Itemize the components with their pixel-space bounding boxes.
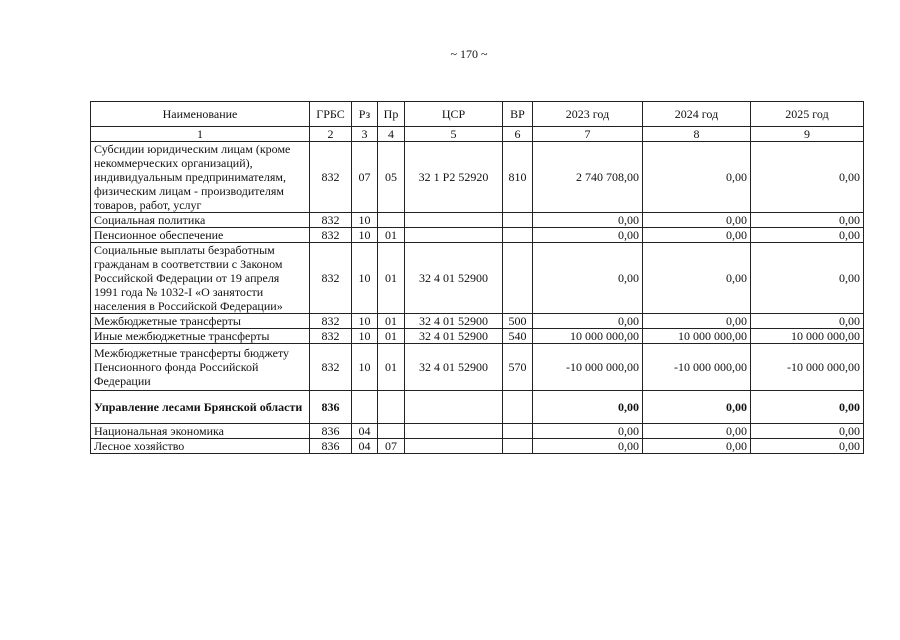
- cell-name: Иные межбюджетные трансферты: [91, 329, 310, 344]
- cell-vr: 500: [503, 314, 533, 329]
- cell-2023: 10 000 000,00: [533, 329, 643, 344]
- table-row: [91, 228, 864, 243]
- header-cell: ВР: [503, 102, 533, 127]
- cell-2025: 0,00: [751, 228, 864, 243]
- cell-2023: 0,00: [533, 314, 643, 329]
- table-row: [91, 424, 864, 439]
- cell-2024: 0,00: [643, 142, 751, 213]
- column-number: 2: [310, 127, 352, 142]
- header-cell: ГРБС: [310, 102, 352, 127]
- cell-grbs: 836: [310, 424, 352, 439]
- cell-rz: 04: [352, 424, 378, 439]
- cell-name: Межбюджетные трансферты бюджету Пенсионного фонда Российской Федерации: [91, 344, 310, 391]
- cell-name: Межбюджетные трансферты: [91, 314, 310, 329]
- page-number: ~ 170 ~: [450, 47, 488, 61]
- cell-pr: [378, 424, 405, 439]
- table-row: [91, 439, 864, 454]
- cell-grbs: 832: [310, 329, 352, 344]
- cell-2024: -10 000 000,00: [643, 344, 751, 391]
- cell-pr: 01: [378, 329, 405, 344]
- table-row: [91, 243, 864, 314]
- cell-grbs: 832: [310, 142, 352, 213]
- cell-2024: 0,00: [643, 228, 751, 243]
- budget-table: [90, 101, 864, 454]
- cell-2024: 0,00: [643, 391, 751, 424]
- cell-2023: 0,00: [533, 424, 643, 439]
- cell-pr: 01: [378, 344, 405, 391]
- header-cell: Пр: [378, 102, 405, 127]
- cell-name: Социальная политика: [91, 213, 310, 228]
- cell-grbs: 836: [310, 439, 352, 454]
- cell-pr: [378, 391, 405, 424]
- cell-2025: 0,00: [751, 424, 864, 439]
- cell-pr: 05: [378, 142, 405, 213]
- cell-2025: 0,00: [751, 314, 864, 329]
- cell-grbs: 832: [310, 314, 352, 329]
- column-number: 1: [91, 127, 310, 142]
- column-number: 3: [352, 127, 378, 142]
- cell-rz: 07: [352, 142, 378, 213]
- header-cell: 2024 год: [643, 102, 751, 127]
- cell-grbs: 836: [310, 391, 352, 424]
- cell-vr: [503, 213, 533, 228]
- cell-2023: 0,00: [533, 228, 643, 243]
- cell-rz: [352, 391, 378, 424]
- cell-rz: 10: [352, 213, 378, 228]
- table-row: [91, 314, 864, 329]
- cell-vr: 570: [503, 344, 533, 391]
- cell-2024: 0,00: [643, 439, 751, 454]
- cell-rz: 10: [352, 329, 378, 344]
- cell-2025: 0,00: [751, 213, 864, 228]
- cell-grbs: 832: [310, 228, 352, 243]
- cell-2023: 0,00: [533, 391, 643, 424]
- cell-name: Лесное хозяйство: [91, 439, 310, 454]
- cell-grbs: 832: [310, 243, 352, 314]
- header-cell: 2025 год: [751, 102, 864, 127]
- cell-2025: 0,00: [751, 439, 864, 454]
- cell-2024: 10 000 000,00: [643, 329, 751, 344]
- cell-pr: [378, 213, 405, 228]
- cell-2025: 0,00: [751, 142, 864, 213]
- cell-2025: 0,00: [751, 243, 864, 314]
- cell-csr: [405, 439, 503, 454]
- cell-name: Субсидии юридическим лицам (кроме некоммерческих организаций), индивидуальным предпринимателям, физическим лицам - производителям товаров, работ, услуг: [91, 142, 310, 213]
- header-cell: ЦСР: [405, 102, 503, 127]
- header-cell: Наименование: [91, 102, 310, 127]
- cell-csr: 32 4 01 52900: [405, 243, 503, 314]
- cell-2023: 0,00: [533, 213, 643, 228]
- cell-2023: 0,00: [533, 243, 643, 314]
- cell-2025: -10 000 000,00: [751, 344, 864, 391]
- cell-name: Пенсионное обеспечение: [91, 228, 310, 243]
- cell-grbs: 832: [310, 344, 352, 391]
- cell-grbs: 832: [310, 213, 352, 228]
- cell-csr: [405, 391, 503, 424]
- cell-vr: [503, 228, 533, 243]
- cell-csr: 32 1 Р2 52920: [405, 142, 503, 213]
- cell-csr: [405, 228, 503, 243]
- cell-pr: 01: [378, 243, 405, 314]
- cell-rz: 10: [352, 228, 378, 243]
- cell-csr: [405, 213, 503, 228]
- cell-csr: 32 4 01 52900: [405, 329, 503, 344]
- cell-2025: 10 000 000,00: [751, 329, 864, 344]
- table-row: [91, 142, 864, 213]
- table-row: [91, 344, 864, 391]
- cell-rz: 10: [352, 344, 378, 391]
- cell-vr: [503, 424, 533, 439]
- table-row: [91, 391, 864, 424]
- cell-rz: 10: [352, 314, 378, 329]
- cell-csr: 32 4 01 52900: [405, 314, 503, 329]
- column-number: 8: [643, 127, 751, 142]
- cell-csr: [405, 424, 503, 439]
- cell-vr: [503, 439, 533, 454]
- table-row: [91, 213, 864, 228]
- cell-2023: -10 000 000,00: [533, 344, 643, 391]
- cell-vr: [503, 391, 533, 424]
- cell-csr: 32 4 01 52900: [405, 344, 503, 391]
- cell-2023: 2 740 708,00: [533, 142, 643, 213]
- cell-rz: 04: [352, 439, 378, 454]
- cell-pr: 01: [378, 314, 405, 329]
- column-number: 7: [533, 127, 643, 142]
- cell-pr: 07: [378, 439, 405, 454]
- table-row: [91, 329, 864, 344]
- cell-2025: 0,00: [751, 391, 864, 424]
- cell-vr: 540: [503, 329, 533, 344]
- cell-vr: [503, 243, 533, 314]
- cell-2024: 0,00: [643, 314, 751, 329]
- header-cell: Рз: [352, 102, 378, 127]
- cell-name: Социальные выплаты безработным гражданам в соответствии с Законом Российской Федерации от 19 апреля 1991 года № 1032-I «О занятости населения в Российской Федерации»: [91, 243, 310, 314]
- cell-name: Национальная экономика: [91, 424, 310, 439]
- column-number: 6: [503, 127, 533, 142]
- header-row: [91, 102, 864, 127]
- cell-pr: 01: [378, 228, 405, 243]
- cell-vr: 810: [503, 142, 533, 213]
- column-number: 5: [405, 127, 503, 142]
- cell-rz: 10: [352, 243, 378, 314]
- cell-2024: 0,00: [643, 213, 751, 228]
- cell-2023: 0,00: [533, 439, 643, 454]
- cell-2024: 0,00: [643, 424, 751, 439]
- column-number: 4: [378, 127, 405, 142]
- cell-2024: 0,00: [643, 243, 751, 314]
- column-number: 9: [751, 127, 864, 142]
- table-body: [91, 142, 864, 454]
- header-cell: 2023 год: [533, 102, 643, 127]
- column-number-row: [91, 127, 864, 142]
- cell-name: Управление лесами Брянской области: [91, 391, 310, 424]
